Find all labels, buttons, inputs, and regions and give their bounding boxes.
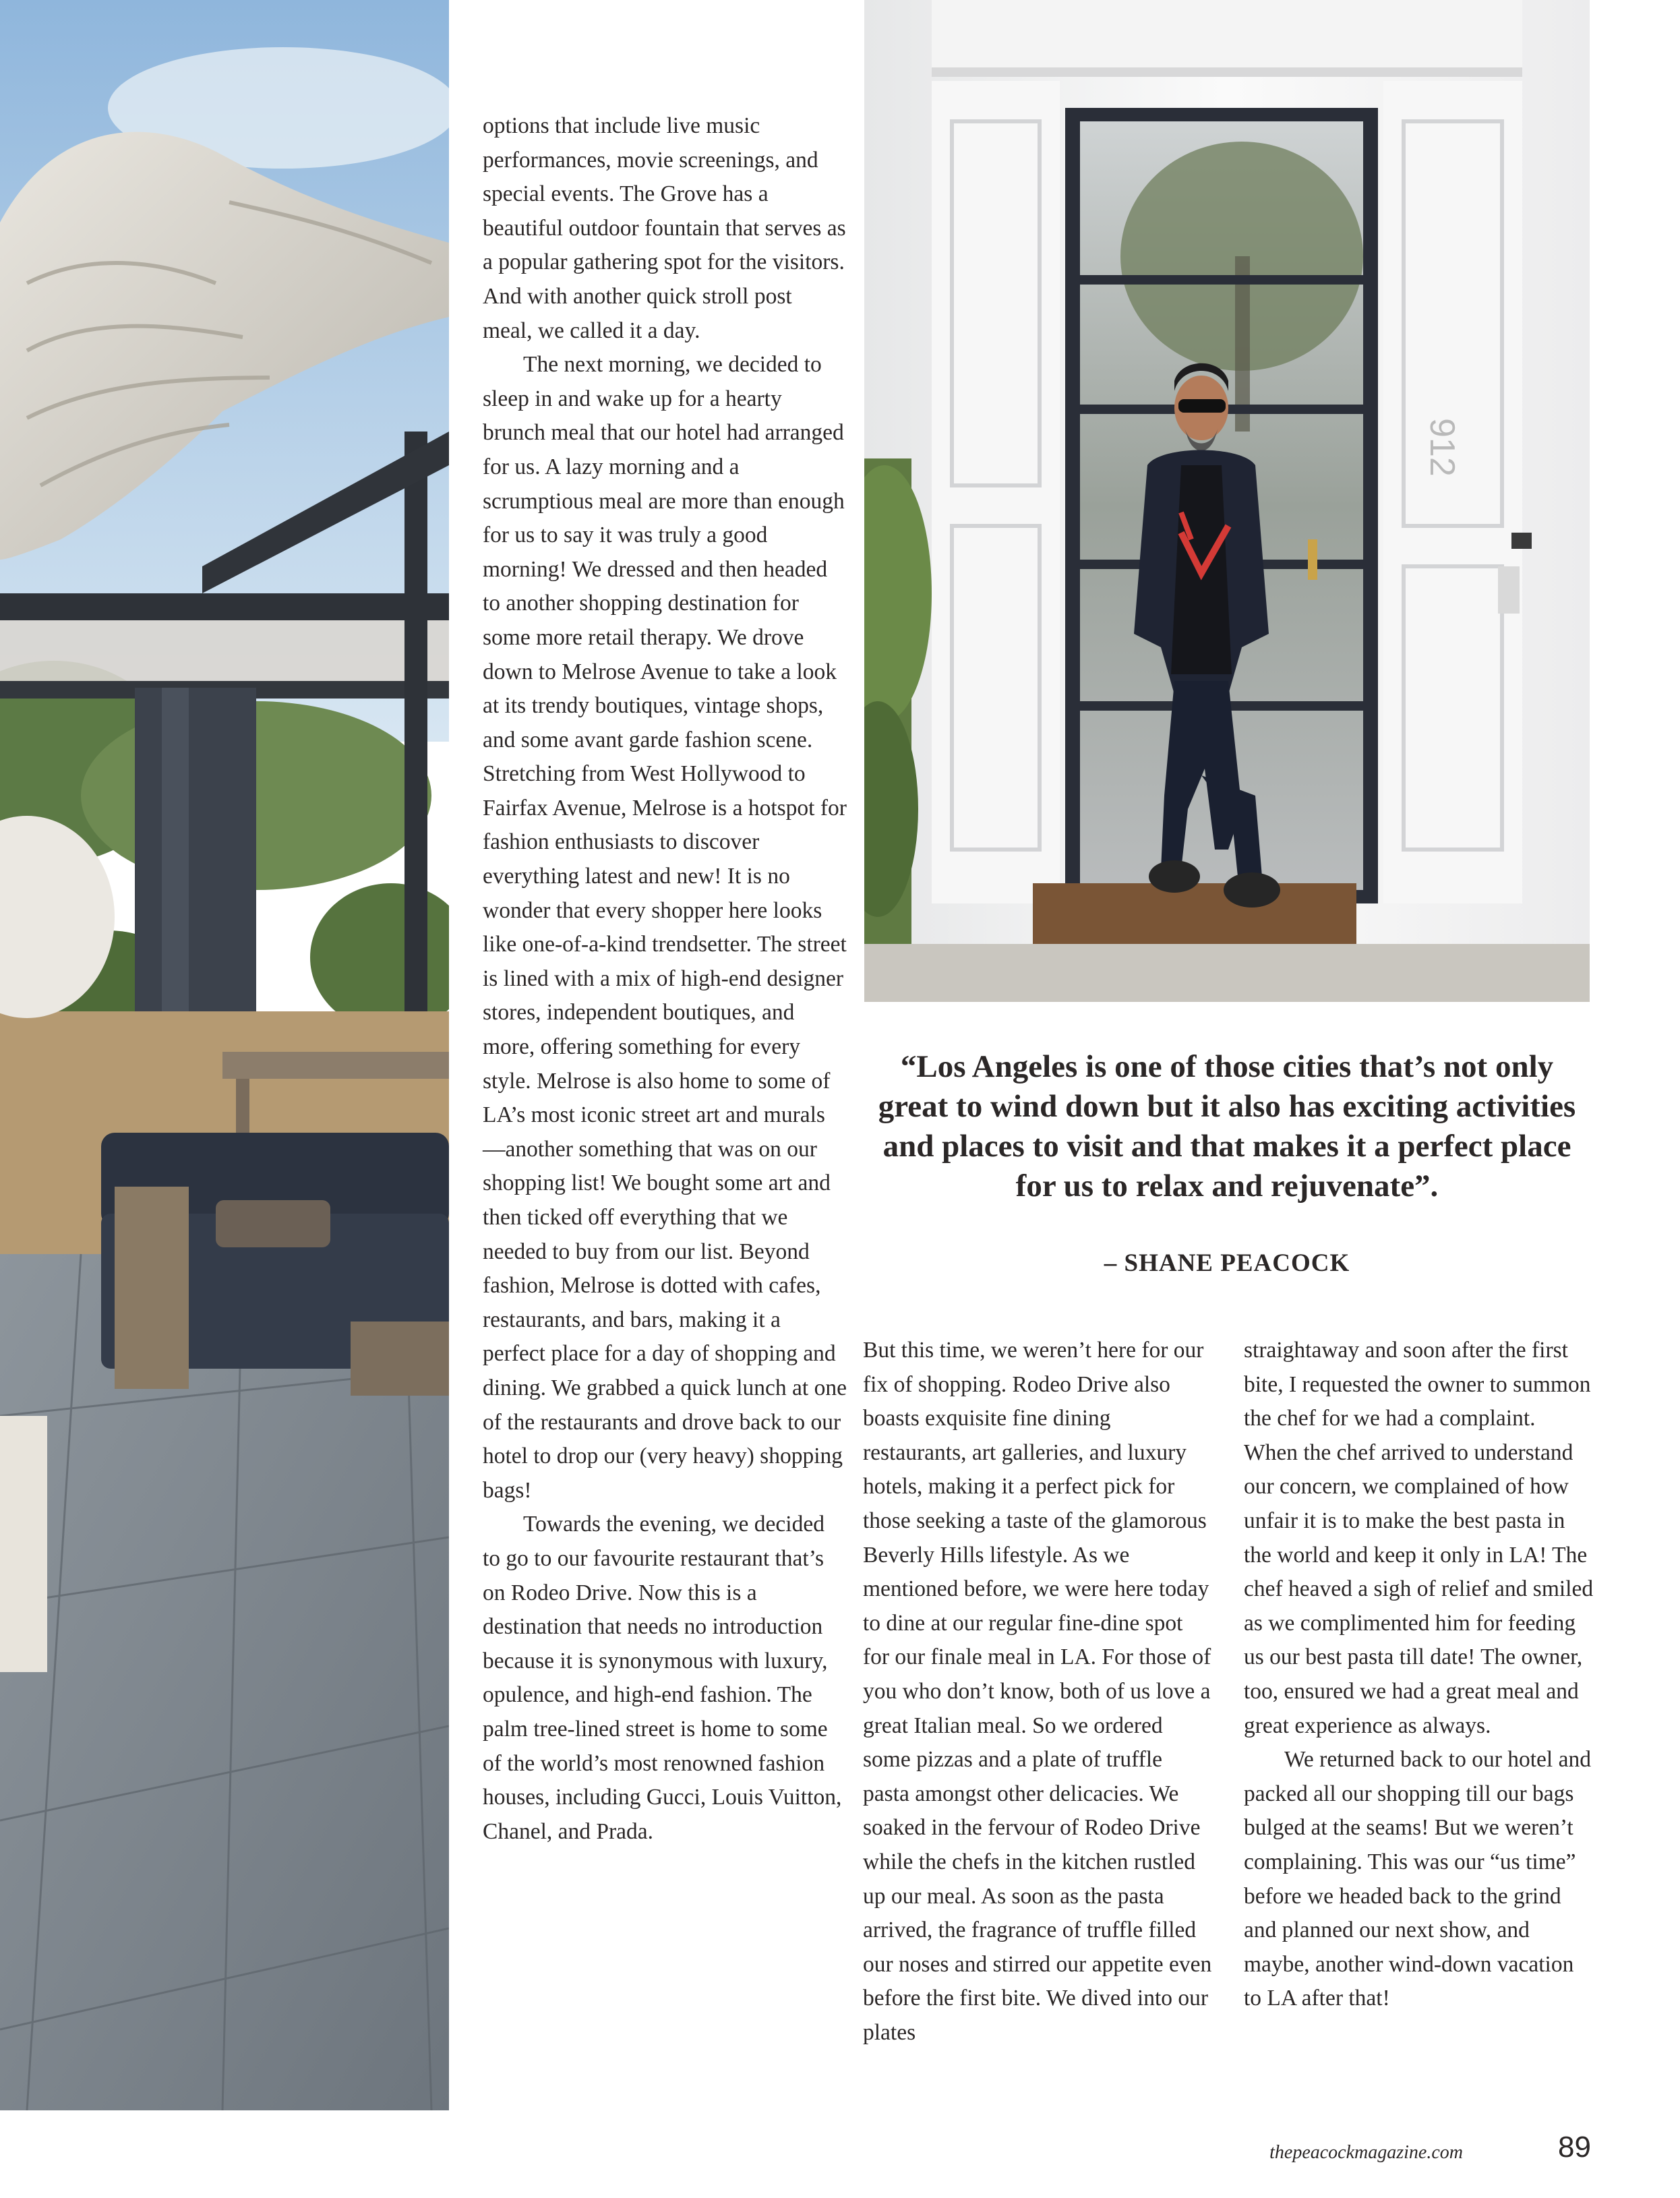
house-number-text: 912 <box>1422 418 1462 477</box>
magazine-website: thepeacockmagazine.com <box>1269 2142 1463 2163</box>
portrait-photo <box>864 0 1590 1002</box>
portrait-photo-illustration <box>864 0 1590 1002</box>
column-3-paragraph-2: We returned back to our hotel and packed all our shopping till our bags bulged at the seams! But we weren’t complaining. This was our “us time” before we headed back to the grind and planned our next show, and maybe, another wind-down vacation to LA after that! <box>1244 1747 1591 2011</box>
page-number: 89 <box>1558 2131 1591 2164</box>
article-column-3 <box>1244 1334 1594 2016</box>
column-1-paragraph-1: options that include live music performances, movie screenings, and special events. The Grove has a beautiful outdoor fountain that serves as a popular gathering spot for the visitors. And with another quick stroll post meal, we called it a day. <box>483 113 846 343</box>
patio-photo-illustration <box>0 0 449 2110</box>
column-3-paragraph-1: straightaway and soon after the first bite, I requested the owner to summon the chef for we had a complaint. When the chef arrived to understand our concern, we complained of how unfair it is to make the best pasta in the world and keep it only in LA! The chef heaved a sigh of relief and smiled as we complimented him for feeding us our best pasta till date! The owner, too, ensured we had a great meal and great experience as always. <box>1244 1338 1594 1738</box>
column-2-paragraph-1: But this time, we weren’t here for our fix of shopping. Rodeo Drive also boasts exquisite fine dining restaurants, art galleries, and luxury hotels, making it a perfect pick for those seeking a taste of the glamorous Beverly Hills lifestyle. As we mentioned before, we were here today to dine at our regular fine-dine spot for our finale meal in LA. For those of you who don’t know, both of us love a great Italian meal. So we ordered some pizzas and a plate of truffle pasta amongst other delicacies. We soaked in the fervour of Rodeo Drive while the chefs in the kitchen rustled up our meal. As soon as the pasta arrived, the fragrance of truffle filled our noses and stirred our appetite even before the first bite. We dived into our plates <box>863 1338 1212 2045</box>
column-1-paragraph-3: Towards the evening, we decided to go to our favourite restaurant that’s on Rodeo Drive. Now this is a destination that needs no introduction because it is synonymous with luxury, opulence, and high-end fashion. The palm tree-lined street is home to some of the world’s most renowned fashion houses, including Gucci, Louis Vuitton, Chanel, and Prada. <box>483 1512 842 1844</box>
article-column-1 <box>483 109 847 1849</box>
patio-photo <box>0 0 449 2110</box>
pull-quote: “Los Angeles is one of those cities that’s not only great to wind down but it also has exciting activities and places to visit and that makes it a perfect place for us to relax and rejuvenate”. <box>878 1049 1576 1204</box>
pull-quote-author: – SHANE PEACOCK <box>1104 1249 1350 1277</box>
article-column-2 <box>863 1334 1213 2050</box>
column-1-paragraph-2: The next morning, we decided to sleep in and wake up for a hearty brunch meal that our hotel had arranged for us. A lazy morning and a scrumptious meal are more than enough for us to say it was truly a good morning! We dressed and then headed to another shopping destination for some more retail therapy. We drove down to Melrose Avenue to take a look at its trendy boutiques, vintage shops, and some avant garde fashion scene. Stretching from West Hollywood to Fairfax Avenue, Melrose is a hotspot for fashion enthusiasts to discover everything latest and new! It is no wonder that every shopper here looks like one-of-a-kind trendsetter. The street is lined with a mix of high-end designer stores, independent boutiques, and more, offering something for every style. Melrose is also home to some of LA’s most iconic street art and murals—another something that was on our shopping list! We bought some art and then ticked off everything that we needed to buy from our list. Beyond fashion, Melrose is dotted with cafes, restaurants, and bars, making it a perfect place for a day of shopping and dining. We grabbed a quick lunch at one of the restaurants and drove back to our hotel to drop our (very heavy) shopping bags! <box>483 352 847 1503</box>
